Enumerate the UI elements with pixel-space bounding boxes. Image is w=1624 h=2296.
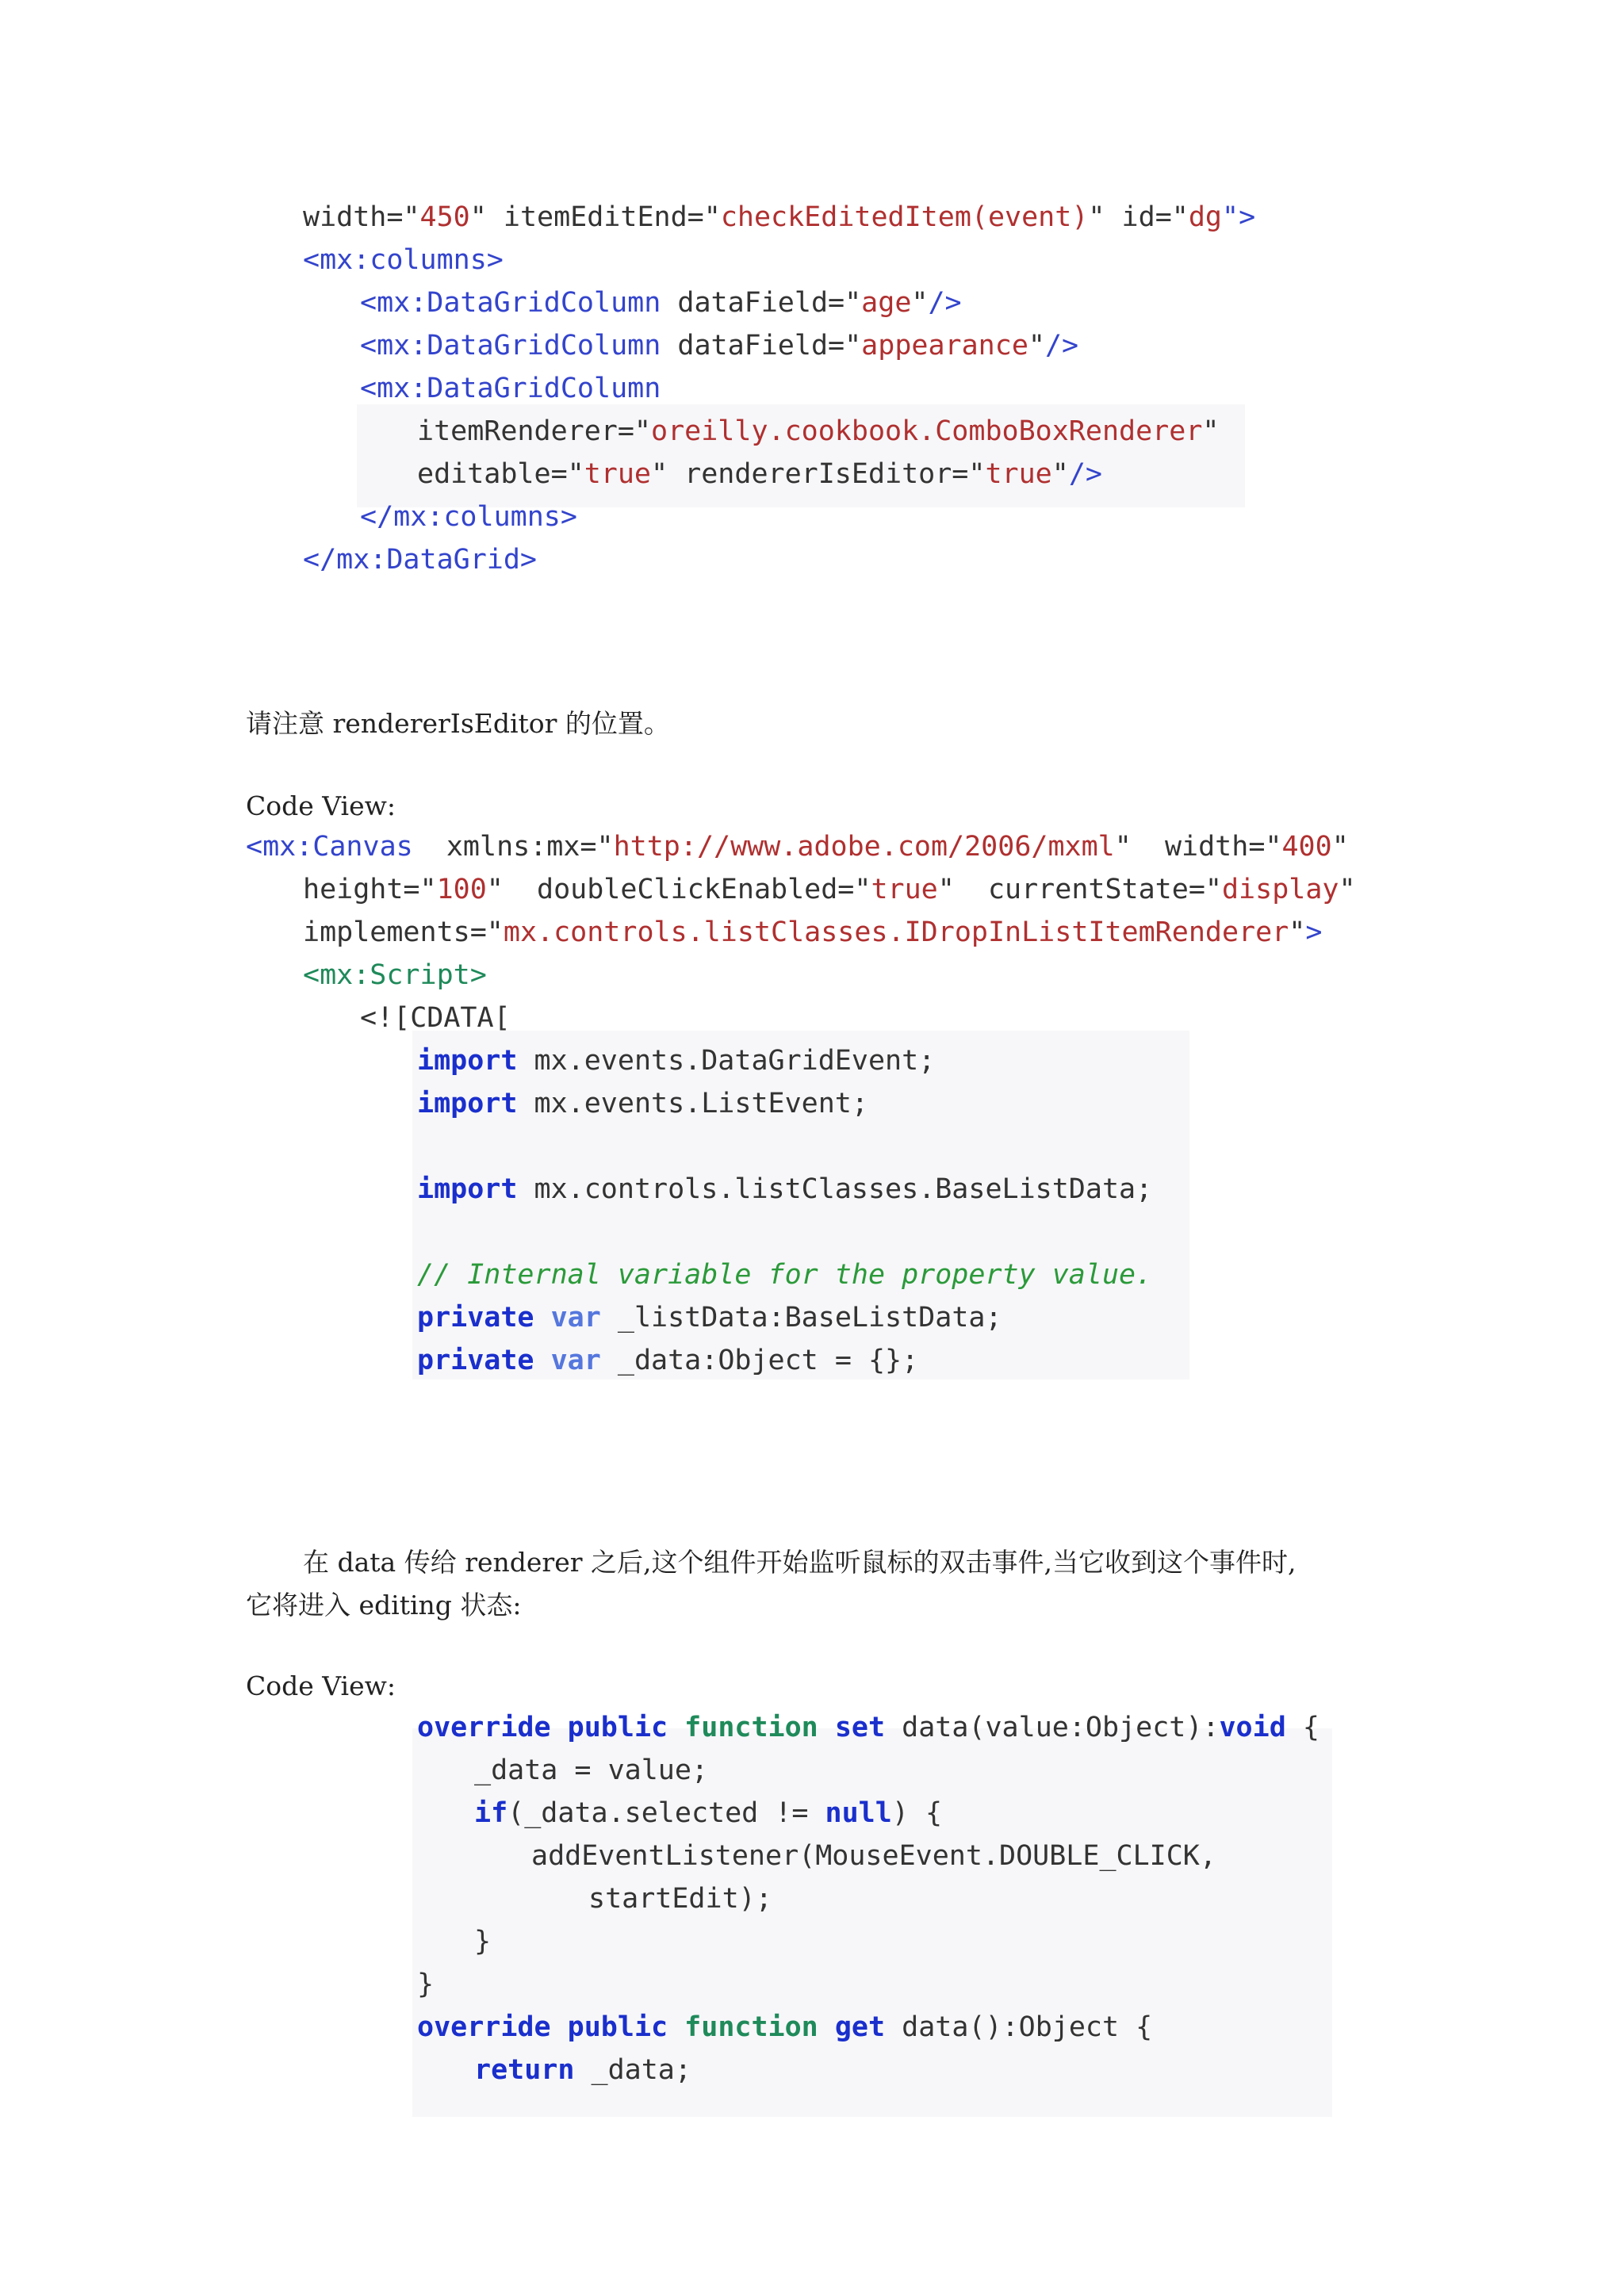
code-line (531, 1835, 1216, 1877)
code-token: " (1289, 916, 1306, 948)
code-token: ) { (891, 1797, 943, 1829)
code-token: height=" (303, 874, 437, 905)
code-token: " (1202, 415, 1220, 447)
code-token: function (684, 2011, 818, 2043)
paragraph-line-2: 它将进入 editing 状态: (246, 1590, 522, 1621)
code-token: editable=" (417, 458, 584, 490)
paragraph-line-1: 在 data 传给 renderer 之后,这个组件开始监听鼠标的双击事件,当它收到这个事件时, (303, 1547, 1297, 1578)
code-token: 450 (419, 201, 470, 233)
code-line (246, 825, 1349, 868)
code-token: " (1051, 458, 1069, 490)
code-token: get (834, 2011, 886, 2043)
code-token: <mx:DataGridColumn (360, 373, 661, 404)
code-token: </mx:DataGrid> (303, 544, 538, 576)
code-token: "> (1222, 201, 1256, 233)
code-line (417, 1339, 918, 1382)
code-token: mx.controls.listClasses.BaseListData; (517, 1173, 1153, 1205)
code-comment: // Internal variable for the property value. (417, 1259, 1153, 1291)
code-token: " doubleClickEnabled=" (486, 874, 871, 905)
code-token: checkEditedItem(event) (720, 201, 1089, 233)
code-line (417, 453, 1102, 496)
code-token: true (584, 458, 652, 490)
code-line (417, 1706, 1320, 1749)
code-token: " id=" (1088, 201, 1189, 233)
code-token: dg (1188, 201, 1222, 233)
code-token: /> (1044, 330, 1079, 362)
code-line (417, 1963, 434, 2006)
code-token: set (834, 1712, 886, 1743)
code-line (360, 997, 511, 1039)
code-line (303, 868, 1356, 911)
code-token: (_data.selected != (508, 1797, 825, 1829)
code-line (417, 410, 1219, 453)
code-token: public (567, 1712, 668, 1743)
code-line (360, 367, 661, 410)
code-token: /> (1068, 458, 1102, 490)
code-token: { (1285, 1712, 1320, 1743)
code-line (417, 1039, 935, 1082)
code-token: data():Object { (885, 2011, 1153, 2043)
code-token: <mx:DataGridColumn (360, 330, 661, 362)
code-token: _data; (574, 2054, 691, 2086)
code-token: var (550, 1302, 601, 1334)
code-token: mx.controls.listClasses.IDropInListItemRenderer (503, 916, 1289, 948)
code-token: var (550, 1345, 601, 1376)
code-line (303, 196, 1255, 239)
code-token: mx.events.DataGridEvent; (517, 1045, 936, 1077)
code-line (303, 538, 537, 581)
code-token: } (474, 1926, 492, 1957)
code-token: } (417, 1969, 435, 2000)
code-token: " (1331, 831, 1349, 863)
code-token: display (1221, 874, 1339, 905)
code-token: <mx:DataGridColumn (360, 287, 661, 319)
code-line (360, 324, 1078, 367)
code-token: " (1339, 874, 1356, 905)
code-token: > (1305, 916, 1323, 948)
code-token: true (871, 874, 938, 905)
code-token: public (567, 2011, 668, 2043)
code-token: void (1219, 1712, 1286, 1743)
code-token: /> (928, 287, 962, 319)
code-token: " (911, 287, 929, 319)
code-view-label: Code View: (246, 1670, 396, 1701)
code-token: true (985, 458, 1052, 490)
code-line (417, 2006, 1152, 2049)
code-line (303, 239, 504, 281)
code-line (417, 1296, 1002, 1339)
code-line (417, 1253, 1152, 1296)
code-token: http://www.adobe.com/2006/mxml (613, 831, 1115, 863)
code-token: " rendererIsEditor=" (651, 458, 986, 490)
code-token: data(value:Object): (885, 1712, 1220, 1743)
code-token: _data:Object = {}; (600, 1345, 919, 1376)
code-token: " itemEditEnd=" (469, 201, 721, 233)
code-view-label: Code View: (246, 790, 396, 821)
code-line (417, 1168, 1152, 1211)
code-token: null (825, 1797, 892, 1829)
code-line (474, 2049, 691, 2091)
code-token: " (1028, 330, 1045, 362)
code-token: override (417, 2011, 551, 2043)
code-line (417, 1082, 868, 1125)
code-token: <mx:columns> (303, 244, 504, 276)
code-token: age (861, 287, 912, 319)
code-token: implements=" (303, 916, 504, 948)
code-line (474, 1749, 708, 1792)
code-token: " currentState=" (937, 874, 1222, 905)
code-token: function (684, 1712, 818, 1743)
code-token: import (417, 1045, 518, 1077)
code-token: return (474, 2054, 575, 2086)
code-token: oreilly.cookbook.ComboBoxRenderer (651, 415, 1203, 447)
code-line (303, 954, 487, 997)
code-token: import (417, 1173, 518, 1205)
code-line (303, 911, 1322, 954)
code-token: override (417, 1712, 551, 1743)
code-line (360, 496, 577, 538)
code-token: itemRenderer=" (417, 415, 652, 447)
code-token: private (417, 1302, 534, 1334)
code-token: <mx:Script> (303, 959, 487, 991)
code-token: private (417, 1345, 534, 1376)
code-token: 400 (1281, 831, 1332, 863)
code-token: _listData:BaseListData; (600, 1302, 1002, 1334)
code-token: <mx:Canvas (246, 831, 413, 863)
note-text: 请注意 rendererIsEditor 的位置。 (246, 708, 670, 739)
code-token: dataField=" (661, 330, 862, 362)
code-token: import (417, 1088, 518, 1119)
code-line (360, 281, 962, 324)
code-line (588, 1877, 772, 1920)
code-token: xmlns:mx=" (412, 831, 614, 863)
code-line (474, 1920, 491, 1963)
code-token: <![CDATA[ (360, 1002, 511, 1034)
code-token: _data = value; (474, 1755, 709, 1786)
code-token: mx.events.ListEvent; (517, 1088, 868, 1119)
code-token: startEdit); (588, 1883, 772, 1915)
code-token: 100 (436, 874, 487, 905)
code-token: </mx:columns> (360, 501, 577, 533)
code-token: addEventListener(MouseEvent.DOUBLE_CLICK, (531, 1840, 1216, 1872)
code-line (474, 1792, 942, 1835)
code-token: " width=" (1114, 831, 1282, 863)
code-token: if (474, 1797, 508, 1829)
code-token: dataField=" (661, 287, 862, 319)
code-token: width=" (303, 201, 420, 233)
code-token: appearance (861, 330, 1028, 362)
